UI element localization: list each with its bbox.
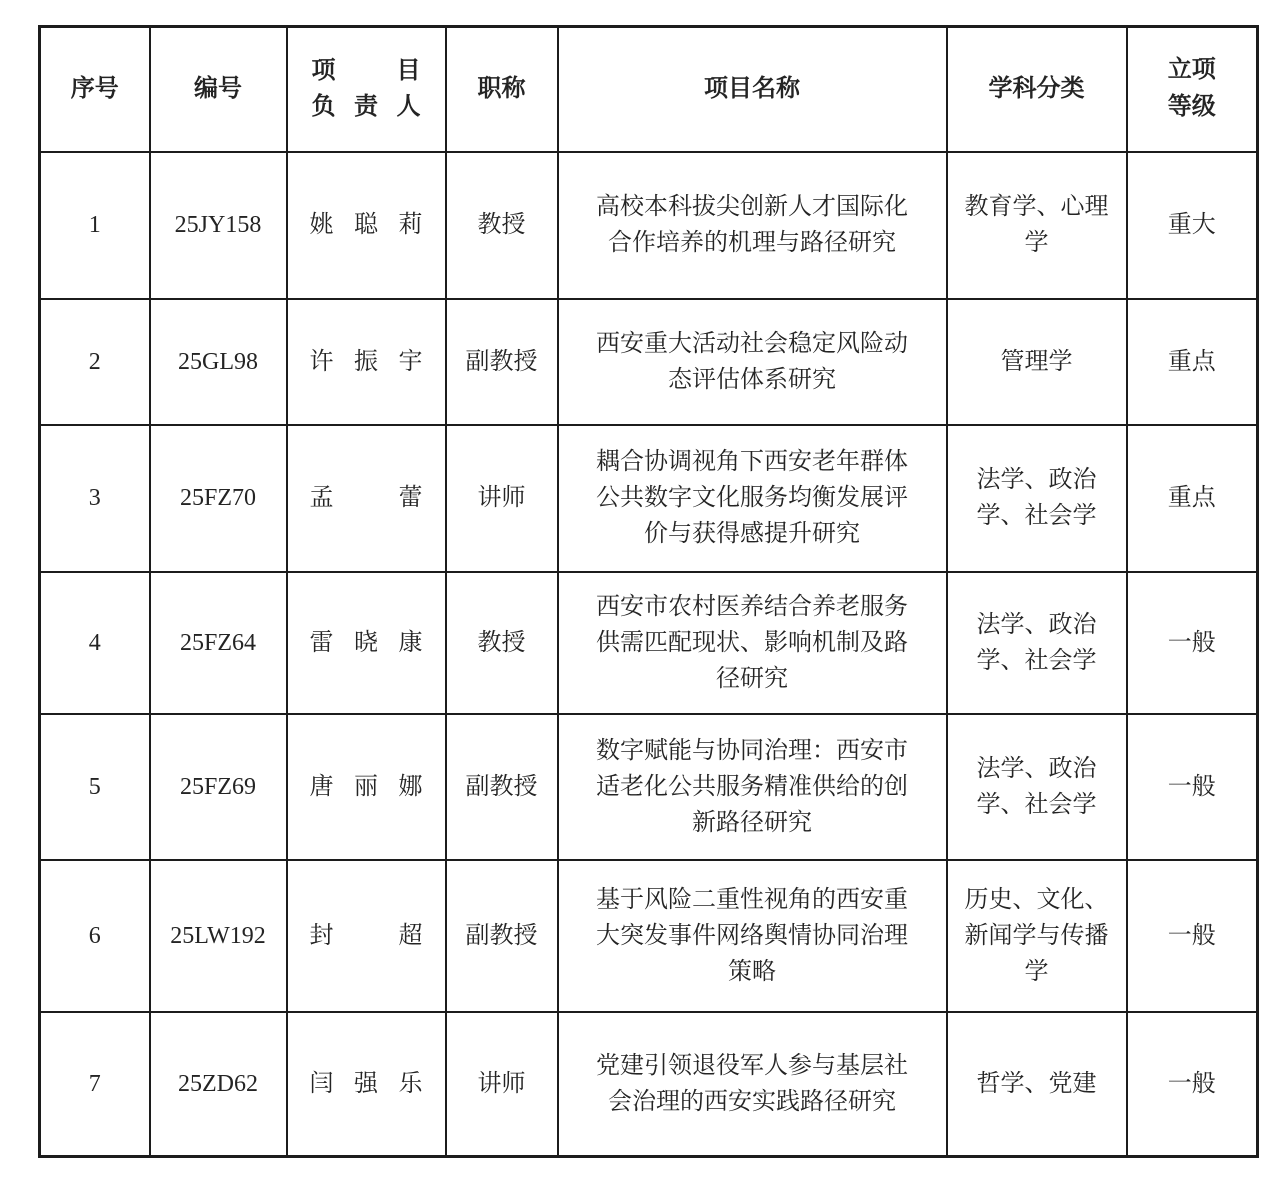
header-level: [1127, 27, 1258, 152]
cell-project: 党建引领退役军人参与基层社会治理的西安实践路径研究: [558, 1012, 947, 1157]
cell-project: 西安重大活动社会稳定风险动态评估体系研究: [558, 299, 947, 425]
header-leader: [287, 27, 446, 152]
project-approval-table: [38, 25, 1259, 1158]
cell-title: 教授: [446, 152, 558, 299]
cell-code: 25FZ64: [150, 572, 287, 714]
table-row: [40, 714, 1258, 860]
header-project: 项目名称: [558, 27, 947, 152]
header-discipline: 学科分类: [947, 27, 1127, 152]
cell-leader: 孟蕾: [287, 425, 446, 572]
cell-discipline: 教育学、心理学: [947, 152, 1127, 299]
cell-discipline: 法学、政治学、社会学: [947, 425, 1127, 572]
cell-index: 2: [40, 299, 150, 425]
table-row: [40, 1012, 1258, 1157]
cell-project: 西安市农村医养结合养老服务供需匹配现状、影响机制及路径研究: [558, 572, 947, 714]
cell-level: 重点: [1127, 425, 1258, 572]
table-row: [40, 860, 1258, 1012]
cell-index: 3: [40, 425, 150, 572]
cell-index: 4: [40, 572, 150, 714]
header-title: 职称: [446, 27, 558, 152]
header-index: 序号: [40, 27, 150, 152]
cell-index: 7: [40, 1012, 150, 1157]
table-row: [40, 425, 1258, 572]
header-leader-line1: 项目: [311, 58, 421, 85]
cell-code: 25FZ70: [150, 425, 287, 572]
header-level-line1: 立项: [1167, 57, 1216, 84]
cell-title: 讲师: [446, 1012, 558, 1157]
cell-title: 副教授: [446, 714, 558, 860]
cell-code: 25ZD62: [150, 1012, 287, 1157]
cell-discipline: 历史、文化、新闻学与传播学: [947, 860, 1127, 1012]
cell-leader: 许振宇: [287, 299, 446, 425]
cell-code: 25LW192: [150, 860, 287, 1012]
cell-leader: 唐丽娜: [287, 714, 446, 860]
cell-project: 基于风险二重性视角的西安重大突发事件网络舆情协同治理策略: [558, 860, 947, 1012]
cell-discipline: 法学、政治学、社会学: [947, 572, 1127, 714]
table-header-row: [40, 27, 1258, 152]
table-row: [40, 299, 1258, 425]
cell-leader: 姚聪莉: [287, 152, 446, 299]
cell-project: 耦合协调视角下西安老年群体公共数字文化服务均衡发展评价与获得感提升研究: [558, 425, 947, 572]
cell-code: 25GL98: [150, 299, 287, 425]
cell-level: 一般: [1127, 1012, 1258, 1157]
cell-level: 一般: [1127, 572, 1258, 714]
cell-index: 6: [40, 860, 150, 1012]
cell-discipline: 管理学: [947, 299, 1127, 425]
cell-code: 25FZ69: [150, 714, 287, 860]
cell-code: 25JY158: [150, 152, 287, 299]
cell-leader: 雷晓康: [287, 572, 446, 714]
header-code: 编号: [150, 27, 287, 152]
cell-title: 讲师: [446, 425, 558, 572]
cell-level: 一般: [1127, 714, 1258, 860]
cell-level: 一般: [1127, 860, 1258, 1012]
cell-index: 1: [40, 152, 150, 299]
cell-level: 重大: [1127, 152, 1258, 299]
cell-title: 副教授: [446, 299, 558, 425]
cell-title: 副教授: [446, 860, 558, 1012]
header-level-line2: 等级: [1167, 94, 1216, 121]
cell-leader: 闫强乐: [287, 1012, 446, 1157]
table-row: [40, 152, 1258, 299]
cell-project: 数字赋能与协同治理：西安市适老化公共服务精准供给的创新路径研究: [558, 714, 947, 860]
header-leader-line2: 负责人: [311, 94, 421, 121]
cell-discipline: 哲学、党建: [947, 1012, 1127, 1157]
cell-title: 教授: [446, 572, 558, 714]
cell-index: 5: [40, 714, 150, 860]
cell-project: 高校本科拔尖创新人才国际化合作培养的机理与路径研究: [558, 152, 947, 299]
cell-discipline: 法学、政治学、社会学: [947, 714, 1127, 860]
cell-leader: 封超: [287, 860, 446, 1012]
cell-level: 重点: [1127, 299, 1258, 425]
table-row: [40, 572, 1258, 714]
